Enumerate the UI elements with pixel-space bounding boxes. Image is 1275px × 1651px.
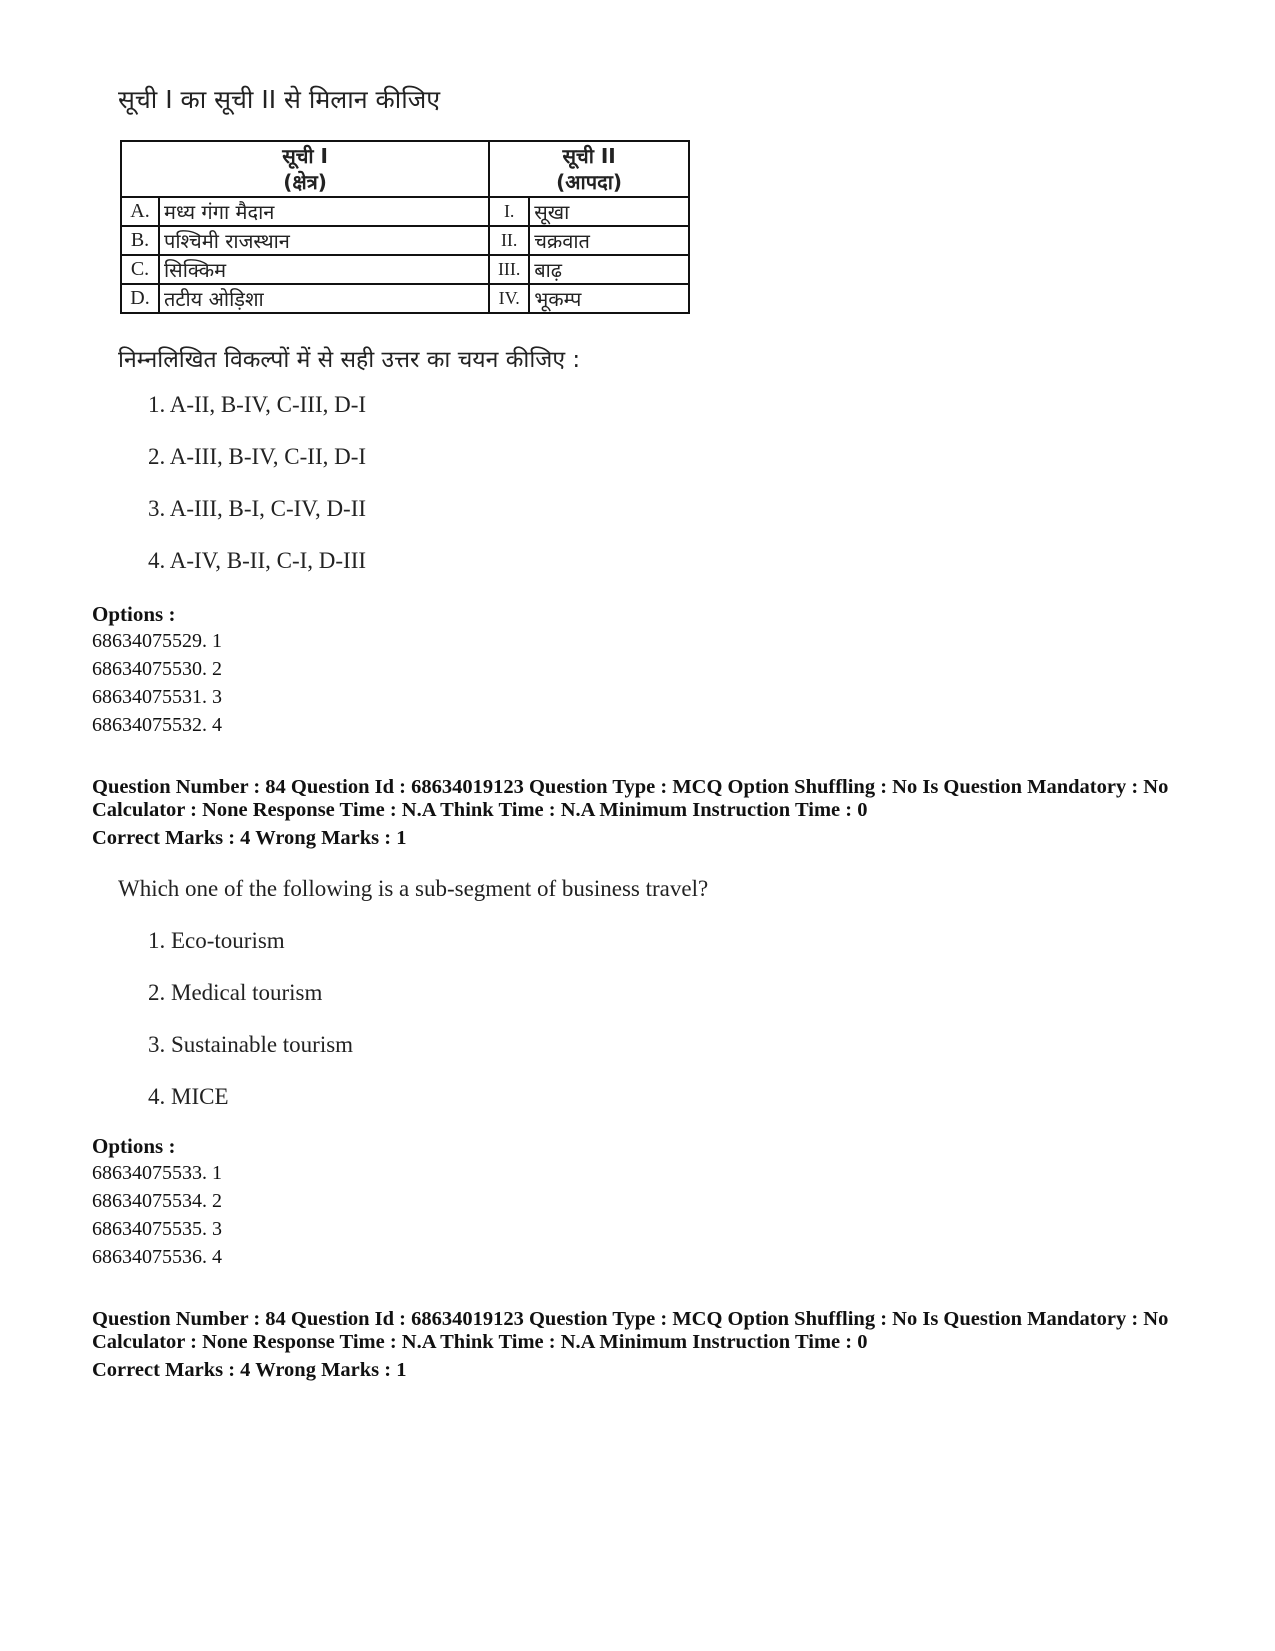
list-1-header: [121, 141, 489, 197]
question-instruction: निम्नलिखित विकल्पों में से सही उत्तर का चयन कीजिए :: [118, 347, 581, 373]
question-meta: Question Number : 84 Question Id : 68634019123 Question Type : MCQ Option Shuffling : No Is Question Mandatory : No Calculator : None Response Time : N.A Think Time : N.A Minimum Instruction Time : 0: [92, 1308, 1169, 1353]
row-roman: I.: [489, 197, 529, 226]
row-region: तटीय ओड़िशा: [159, 284, 489, 313]
row-letter: D.: [121, 284, 159, 313]
option-item: 68634075533. 1: [92, 1162, 222, 1184]
option-item: 68634075534. 2: [92, 1190, 222, 1212]
row-disaster: भूकम्प: [529, 284, 689, 313]
option-item: 68634075532. 4: [92, 714, 222, 736]
table-header-row: [121, 141, 689, 197]
row-roman: II.: [489, 226, 529, 255]
answer-choice: 3. A-III, B-I, C-IV, D-II: [148, 496, 367, 521]
list-2-header-title: सूची II: [562, 144, 616, 168]
row-region: मध्य गंगा मैदान: [159, 197, 489, 226]
list-2-header: [489, 141, 689, 197]
row-letter: C.: [121, 255, 159, 284]
answer-choice: 2. Medical tourism: [148, 980, 323, 1005]
option-item: 68634075535. 3: [92, 1218, 222, 1240]
row-letter: A.: [121, 197, 159, 226]
row-disaster: बाढ़: [529, 255, 689, 284]
list-1-header-title: सूची I: [282, 144, 328, 168]
option-item: 68634075529. 1: [92, 630, 222, 652]
question-text: Which one of the following is a sub-segment of business travel?: [118, 876, 709, 901]
answer-choice: 1. A-II, B-IV, C-III, D-I: [148, 392, 367, 417]
row-letter: B.: [121, 226, 159, 255]
list-1-header-subtitle: (क्षेत्र): [283, 170, 327, 194]
list-2-header-subtitle: (आपदा): [556, 170, 623, 194]
row-disaster: चक्रवात: [529, 226, 689, 255]
question-marks: Correct Marks : 4 Wrong Marks : 1: [92, 827, 407, 849]
row-roman: III.: [489, 255, 529, 284]
row-region: सिक्किम: [159, 255, 489, 284]
table-row: [121, 197, 689, 226]
table-row: [121, 226, 689, 255]
match-table: [120, 140, 690, 314]
row-region: पश्चिमी राजस्थान: [159, 226, 489, 255]
options-label: Options :: [92, 1134, 176, 1158]
table-row: [121, 284, 689, 313]
option-item: 68634075536. 4: [92, 1246, 222, 1268]
row-disaster: सूखा: [529, 197, 689, 226]
option-item: 68634075530. 2: [92, 658, 222, 680]
table-row: [121, 255, 689, 284]
question-meta: Question Number : 84 Question Id : 68634019123 Question Type : MCQ Option Shuffling : No Is Question Mandatory : No Calculator : None Response Time : N.A Think Time : N.A Minimum Instruction Time : 0: [92, 776, 1169, 821]
answer-choice: 4. MICE: [148, 1084, 229, 1109]
answer-choice: 3. Sustainable tourism: [148, 1032, 354, 1057]
answer-choice: 1. Eco-tourism: [148, 928, 285, 953]
option-item: 68634075531. 3: [92, 686, 222, 708]
row-roman: IV.: [489, 284, 529, 313]
options-label: Options :: [92, 602, 176, 626]
answer-choice: 4. A-IV, B-II, C-I, D-III: [148, 548, 367, 573]
answer-choice: 2. A-III, B-IV, C-II, D-I: [148, 444, 367, 469]
question-marks: Correct Marks : 4 Wrong Marks : 1: [92, 1359, 407, 1381]
question-title: सूची I का सूची II से मिलान कीजिए: [118, 85, 441, 114]
